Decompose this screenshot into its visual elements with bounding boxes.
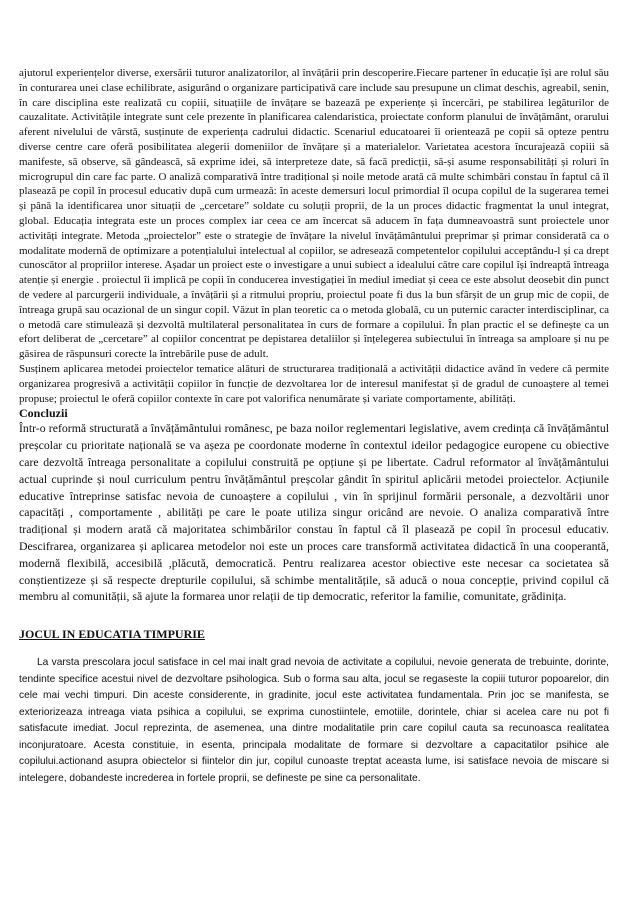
paragraph-active-learning: ajutorul experiențelor diverse, exersării tuturor analizatorilor, al învățării prin descoperire.Fiecare partener în educație își are rolul său în conturarea unei clase echilibrate, asigurând o organizare participativă care include sau presupune un climat deschis, agreabil, senin, în care disciplina este realizată cu copiii, situațiile de învățare se bazează pe experiențe și încercări, pe stabilirea legăturilor de cauzalitate. Activitățile integrate sunt cele prezente în planificarea calendaristica, proiectate conform planului de învățământ, orarului aferent nivelului de vârstă, susținute de experiența cadrului didactic. Scenariul educatoarei îi orientează pe copii să opteze pentru diverse centre care oferă posibilitatea alegerii domeniilor de învățare și a materialelor. Varietatea acestora încurajează copiii să manifeste, să observe, să gândească, să exprime idei, să interpreteze date, să facă predicții, să-și asume responsabilități și roluri în microgrupul din care fac parte. O analiză comparativă între tradițional și noile metode arată că multe schimbări constau în faptul că îl plasează pe copil în procesul educativ după cum urmează: în aceste demersuri locul primordial îl ocupa copilul de la sugerarea temei și până la identificarea unor situații de „cercetare” soldate cu soluții proprii, de la un proces didactic fragmentat la unul integrat, global. Educația integrata este un proces complex iar ceea ce am încercat să aducem în fața dumneavoastră sunt proiectele unor activități integrate. Metoda „proiectelor” este o strategie de învățare la nivelul învățământului preprimar și primar considerată ca o modalitate modernă de optimizare a potențialului intelectual al copiilor, se adresează competentelor copilului acceptându-l și ca drept cunoscător al propriilor interese. Așadar un proiect este o investigare a unui subiect a idealului către care copilul își îndreaptă întreaga atenție și energie . proiectul îi implică pe copii în conducerea investigației în mediul imediat și ceea ce este absolut deosebit din punct de vedere al parcurgerii individuale, a învățării și a ritmului propriu, proiectul poate fi dus la bun sfârșit de un grup mic de copii, de întreaga grupă sau ocazional de un singur copil. Văzut în plan teoretic ca o metoda globală, cu un puternic caracter interdisciplinar, ca o metodă care stimulează și dezvoltă multilateral personalitatea în curs de formare a copilului. În plan practic el se definește ca un efort deliberat de „cercetare” al copiilor concentrat pe depistarea detaliilor și înțelegerea subiectului în întreaga sa amploare și nu pe găsirea de răspunsuri corecte la întrebările puse de adult. (19, 67, 609, 361)
document-page (19, 66, 609, 787)
section-title: JOCUL IN EDUCATIA TIMPURIE (19, 627, 205, 642)
paragraph-project-method: Susținem aplicarea metodei proiectelor tematice alături de structurarea tradițională a activității didactice având în vedere că permite organizarea progresivă a activității copiilor în funcție de dezvoltarea lor de interesul manifestat și de gradul de cunoaștere al temei propuse; proiectul le oferă copiilor contexte în care pot valorifica nenumărate și variate comportamente, abilități. (19, 362, 609, 405)
paragraph-conclusions: Într-o reformă structurată a învățământului românesc, pe baza noilor reglementari legislative, avem credința că învățământul preșcolar cu prioritate națională se va așeza pe coordonate moderne în contextul ideilor pedagogice europene cu obiective care dezvoltă întreaga personalitate a copilului construită pe opțiune și pe libertate. Cadrul reformator al învățământului actual cuprinde și noul curriculum pentru învățământul preșcolar gândit în spiritul aplicării metodei proiectelor. Acțiunile educative întreprinse satisfac nevoia de cunoaștere a copilului , vin în sprijinul formării personale, a dezvoltării unor capacități , comportamente , abilități pe care le poate utiliza singur oricând are nevoie. O analiza comparativă între tradițional și modern arată că majoritatea schimbărilor constau în faptul că îl plasează pe copil în procesul educativ. Descifrarea, organizarea și aplicarea metodelor noi este un proces care transformă activitatea didactică în una cooperantă, modernă flexibilă, accesibilă ,plăcută, democratică. Pentru realizarea acestor obiective este necesar ca societatea să conștientizeze și să respecte drepturile copilului, să schimbe mentalitățile, să aducă o noua concepție, privind copilul că membru al comunității, să ajute la formarea unor relații de tip democratic, referitor la familie, comunitate, grădinița. (19, 421, 609, 604)
paragraph-play: La varsta prescolara jocul satisface in cel mai inalt grad nevoia de activitate a copilului, nevoie generata de trebuinte, dorinte, tendinte specifice acestui nivel de dezvoltare psihologica. Sub o forma sau alta, jocul se regaseste la copiii tuturor popoarelor, din cele mai vechi timpuri. Din aceste considerente, in gradinite, jocul este activitatea fundamentala. Prin joc se manifesta, se exteriorizeaza intreaga viata psihica a copilului, se exprima cunostiintele, emotiile, dorintele, chiar si acelea care nu pot fi satisfacute imediat. Jocul reprezinta, de asemenea, una dintre modalitatile prin care copilul cauta sa recunoasca realitatea inconjuratoare. Acesta constituie, in esenta, principala modalitate de formare si dezvoltare a capacitatilor psihice ale copilului.actionand asupra obiectelor si fiintelor din jur, copilul cunoaste treptat aceasta lume, isi satisface nevoia de miscare si intelegere, dobandeste increderea in fortele proprii, se defineste pe sine ca personalitate. (19, 657, 609, 784)
conclusions-heading: Concluzii (19, 406, 68, 421)
